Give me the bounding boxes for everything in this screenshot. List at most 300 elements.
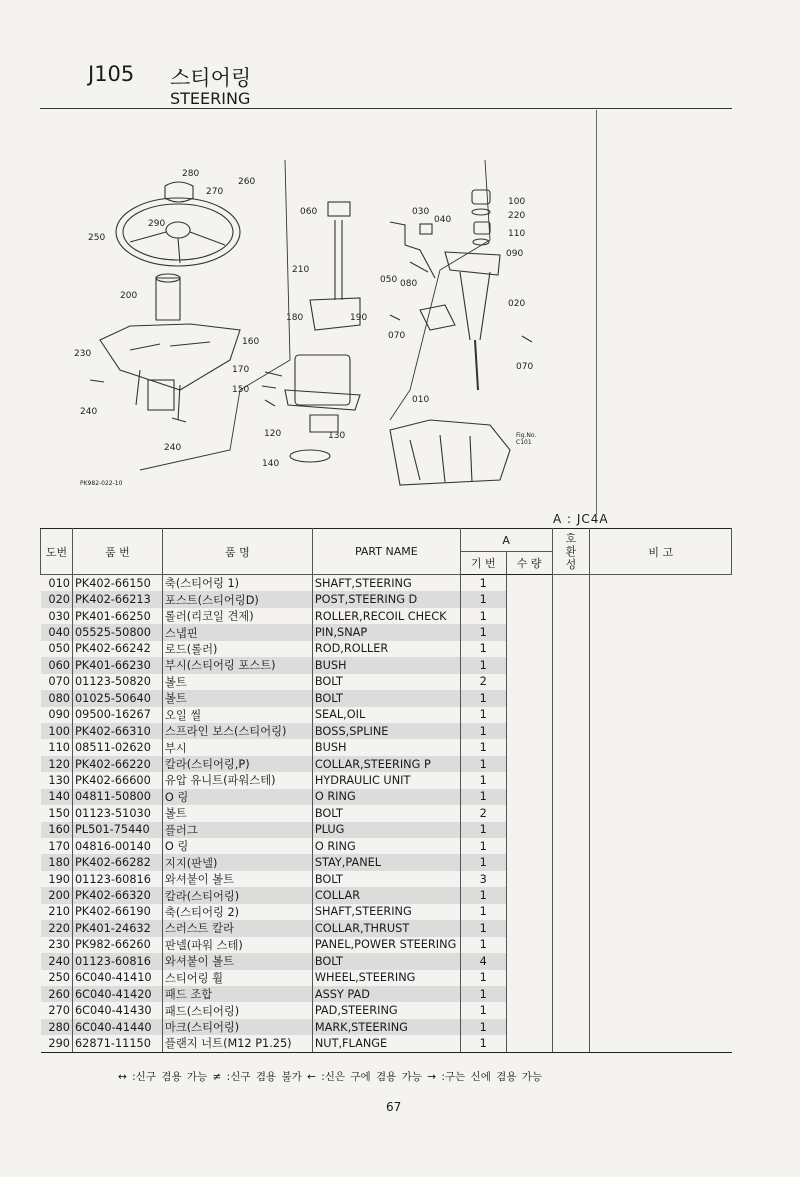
- part-ref-no: 070: [48, 675, 70, 689]
- svg-text:230: 230: [74, 349, 92, 359]
- part-quantity: 2: [460, 674, 506, 690]
- part-ref-no: 080: [41, 690, 73, 706]
- quantity-extra: [506, 739, 552, 755]
- quantity-extra: [506, 756, 552, 772]
- table-row: [41, 575, 732, 592]
- quantity-extra: [506, 838, 552, 854]
- part-name-korean: 볼트: [162, 805, 312, 821]
- diagram-callouts: [74, 169, 533, 469]
- part-ref-no: 170: [48, 839, 70, 853]
- part-quantity: 3: [460, 871, 506, 887]
- part-quantity: 1: [460, 887, 506, 903]
- part-name-korean: O 링: [162, 789, 312, 805]
- remarks: [590, 854, 732, 870]
- part-quantity: 1: [460, 772, 506, 788]
- part-name-english: COLLAR,STEERING P: [312, 756, 460, 772]
- remarks: [590, 822, 732, 838]
- col-header-group-a: A: [460, 529, 552, 552]
- compatibility-legend: ↔ :신구 겸용 가능 ≠ :신구 겸용 불가 ← :신은 구에 겸용 가능 → :구는 신에 겸용 가능: [118, 1071, 543, 1083]
- part-quantity: 2: [460, 805, 506, 821]
- svg-text:190: 190: [350, 313, 368, 323]
- table-row: [41, 1019, 732, 1035]
- part-quantity: 1: [460, 970, 506, 986]
- fig-no-caption: Fig.No.: [516, 432, 537, 439]
- remarks: [590, 624, 732, 640]
- part-name-english: STAY,PANEL: [312, 854, 460, 870]
- part-name-korean: 스러스트 칼라: [162, 920, 312, 936]
- part-ref-no: 160: [41, 822, 73, 838]
- part-quantity: 1: [460, 854, 506, 870]
- header-rule: [40, 108, 732, 109]
- part-number: 62871-11150: [72, 1035, 162, 1052]
- part-quantity: 1: [460, 904, 506, 920]
- part-name-korean: 축(스티어링 1): [162, 575, 312, 592]
- part-name-korean: 와셔붙이 볼트: [162, 953, 312, 969]
- remarks: [590, 838, 732, 854]
- quantity-extra: [506, 871, 552, 887]
- remarks: [590, 1002, 732, 1018]
- table-row: [41, 970, 732, 986]
- table-row: [41, 1002, 732, 1018]
- part-name-english: SHAFT,STEERING: [312, 904, 460, 920]
- part-quantity: 1: [460, 707, 506, 723]
- part-name-english: ASSY PAD: [312, 986, 460, 1002]
- part-ref-no: 230: [48, 938, 70, 952]
- part-name-korean: 롤러(리코일 견제): [162, 608, 312, 624]
- part-ref-no: 020: [41, 591, 73, 607]
- fig-no-value: C101: [516, 439, 532, 446]
- part-quantity: 1: [460, 1002, 506, 1018]
- part-number: 6C040-41420: [72, 986, 162, 1002]
- svg-text:080: 080: [400, 279, 418, 289]
- section-code: J105: [88, 62, 135, 86]
- part-name-english: PLUG: [312, 822, 460, 838]
- part-number: PK402-66600: [72, 772, 162, 788]
- parts-table-body: [41, 575, 732, 1053]
- exchangeability: [552, 641, 590, 657]
- col-header-name-ko: 품 명: [162, 529, 312, 575]
- exchangeability: [552, 707, 590, 723]
- part-name-english: BUSH: [312, 739, 460, 755]
- svg-text:060: 060: [300, 207, 318, 217]
- part-quantity: 1: [460, 986, 506, 1002]
- part-ref-no: 260: [41, 986, 73, 1002]
- quantity-extra: [506, 641, 552, 657]
- part-ref-no: 280: [41, 1019, 73, 1035]
- part-name-english: BOLT: [312, 674, 460, 690]
- remarks: [590, 707, 732, 723]
- part-name-korean: 칼라(스티어링): [162, 887, 312, 903]
- table-row: [41, 674, 732, 690]
- quantity-extra: [506, 772, 552, 788]
- exchangeability: [552, 739, 590, 755]
- table-row: [41, 690, 732, 706]
- exchangeability: [552, 1019, 590, 1035]
- model-label: A : JC4A: [553, 512, 609, 526]
- exchangeability: [552, 805, 590, 821]
- table-row: [41, 871, 732, 887]
- exchangeability: [552, 986, 590, 1002]
- quantity-extra: [506, 986, 552, 1002]
- part-quantity: 1: [460, 822, 506, 838]
- part-ref-no: 150: [48, 806, 70, 820]
- part-name-english: COLLAR,THRUST: [312, 920, 460, 936]
- part-number: 04816-00140: [72, 838, 162, 854]
- part-number: 04811-50800: [72, 789, 162, 805]
- remarks: [590, 953, 732, 969]
- part-ref-no: 180: [41, 854, 73, 870]
- part-name-english: O RING: [312, 789, 460, 805]
- part-ref-no: 210: [48, 905, 70, 919]
- part-number: PK402-66220: [72, 756, 162, 772]
- part-quantity: 1: [460, 624, 506, 640]
- remarks: [590, 1035, 732, 1052]
- part-name-korean: 칼라(스티어링,P): [162, 756, 312, 772]
- svg-text:200: 200: [120, 291, 138, 301]
- table-row: [41, 986, 732, 1002]
- table-row: [41, 641, 732, 657]
- part-number: PK401-66230: [72, 657, 162, 673]
- table-row: [41, 805, 732, 821]
- part-name-english: SHAFT,STEERING: [312, 575, 460, 592]
- table-row: [41, 657, 732, 673]
- exchangeability: [552, 657, 590, 673]
- part-ref-no: 050: [48, 642, 70, 656]
- quantity-extra: [506, 690, 552, 706]
- part-number: PK402-66282: [72, 854, 162, 870]
- part-number: 01123-50820: [72, 674, 162, 690]
- figure-reference: PK982-022-10: [80, 480, 123, 487]
- svg-text:240: 240: [80, 407, 98, 417]
- quantity-extra: [506, 805, 552, 821]
- col-header-qty-extra: 수 량: [506, 552, 552, 575]
- remarks: [590, 986, 732, 1002]
- table-row: [41, 591, 732, 607]
- col-header-remarks: 비 고: [590, 529, 732, 575]
- table-row: [41, 854, 732, 870]
- page-number: 67: [386, 1100, 402, 1114]
- quantity-extra: [506, 887, 552, 903]
- svg-text:210: 210: [292, 265, 310, 275]
- svg-text:140: 140: [262, 459, 280, 469]
- part-name-korean: 유압 유니트(파워스테): [162, 772, 312, 788]
- exchangeability: [552, 838, 590, 854]
- part-name-english: ROD,ROLLER: [312, 641, 460, 657]
- section-title-english: STEERING: [170, 89, 251, 108]
- remarks: [590, 690, 732, 706]
- part-ref-no: 090: [48, 708, 70, 722]
- part-name-korean: 판넬(파워 스테): [162, 937, 312, 953]
- table-row: [41, 953, 732, 969]
- part-name-english: BUSH: [312, 657, 460, 673]
- part-quantity: 4: [460, 953, 506, 969]
- exchangeability: [552, 723, 590, 739]
- part-name-korean: 오일 씰: [162, 707, 312, 723]
- exchangeability: [552, 854, 590, 870]
- exchangeability: [552, 624, 590, 640]
- remarks: [590, 608, 732, 624]
- part-name-english: BOLT: [312, 953, 460, 969]
- svg-text:220: 220: [508, 211, 526, 221]
- remarks: [590, 657, 732, 673]
- quantity-extra: [506, 575, 552, 592]
- part-name-korean: 스냅핀: [162, 624, 312, 640]
- part-number: 01123-60816: [72, 871, 162, 887]
- svg-text:160: 160: [242, 337, 260, 347]
- quantity-extra: [506, 937, 552, 953]
- svg-text:170: 170: [232, 365, 250, 375]
- part-number: 6C040-41430: [72, 1002, 162, 1018]
- part-ref-no: 030: [48, 609, 70, 623]
- remarks: [590, 789, 732, 805]
- svg-text:070: 070: [516, 362, 534, 372]
- quantity-extra: [506, 822, 552, 838]
- svg-text:040: 040: [434, 215, 452, 225]
- table-row: [41, 739, 732, 755]
- quantity-extra: [506, 854, 552, 870]
- part-name-english: BOLT: [312, 871, 460, 887]
- svg-text:260: 260: [238, 177, 256, 187]
- part-number: 08511-02620: [72, 739, 162, 755]
- exchangeability: [552, 953, 590, 969]
- quantity-extra: [506, 1002, 552, 1018]
- part-quantity: 1: [460, 575, 506, 592]
- svg-text:110: 110: [508, 229, 526, 239]
- exchangeability: [552, 1002, 590, 1018]
- part-ref-no: 200: [41, 887, 73, 903]
- part-name-korean: 축(스티어링 2): [162, 904, 312, 920]
- part-number: PK402-66320: [72, 887, 162, 903]
- part-name-english: BOLT: [312, 805, 460, 821]
- part-quantity: 1: [460, 838, 506, 854]
- svg-text:250: 250: [88, 233, 106, 243]
- exchangeability: [552, 904, 590, 920]
- section-title-korean: 스티어링: [170, 66, 252, 90]
- remarks: [590, 756, 732, 772]
- part-number: PK982-66260: [72, 937, 162, 953]
- part-name-english: MARK,STEERING: [312, 1019, 460, 1035]
- table-row: [41, 1035, 732, 1052]
- quantity-extra: [506, 608, 552, 624]
- parts-table: [40, 528, 732, 1053]
- part-number: 05525-50800: [72, 624, 162, 640]
- part-quantity: 1: [460, 756, 506, 772]
- col-header-qty-basic: 기 번: [460, 552, 506, 575]
- part-ref-no: 130: [48, 773, 70, 787]
- part-number: 09500-16267: [72, 707, 162, 723]
- fig-number-label: [516, 432, 536, 446]
- quantity-extra: [506, 1019, 552, 1035]
- quantity-extra: [506, 904, 552, 920]
- part-name-english: PANEL,POWER STEERING: [312, 937, 460, 953]
- part-name-korean: 부시: [162, 739, 312, 755]
- part-name-korean: 플랜지 너트(M12 P1.25): [162, 1035, 312, 1052]
- part-quantity: 1: [460, 739, 506, 755]
- part-ref-no: 270: [48, 1004, 70, 1018]
- part-number: PK401-66250: [72, 608, 162, 624]
- svg-text:020: 020: [508, 299, 526, 309]
- part-number: PK402-66150: [72, 575, 162, 592]
- part-name-korean: O 링: [162, 838, 312, 854]
- part-name-english: ROLLER,RECOIL CHECK: [312, 608, 460, 624]
- table-row: [41, 624, 732, 640]
- svg-text:090: 090: [506, 249, 524, 259]
- part-name-korean: 포스트(스티어링D): [162, 591, 312, 607]
- part-quantity: 1: [460, 690, 506, 706]
- table-row: [41, 772, 732, 788]
- remarks: [590, 970, 732, 986]
- part-number: 6C040-41410: [72, 970, 162, 986]
- table-row: [41, 920, 732, 936]
- part-ref-no: 190: [48, 872, 70, 886]
- table-row: [41, 937, 732, 953]
- part-quantity: 1: [460, 937, 506, 953]
- remarks: [590, 575, 732, 592]
- part-name-korean: 스프라인 보스(스티어링): [162, 723, 312, 739]
- table-row: [41, 887, 732, 903]
- col-header-no: 도번: [41, 529, 73, 575]
- exchangeability: [552, 674, 590, 690]
- part-name-english: POST,STEERING D: [312, 591, 460, 607]
- part-name-korean: 스티어링 휠: [162, 970, 312, 986]
- quantity-extra: [506, 1035, 552, 1052]
- quantity-extra: [506, 657, 552, 673]
- part-quantity: 1: [460, 1035, 506, 1052]
- part-number: 01123-60816: [72, 953, 162, 969]
- remarks: [590, 772, 732, 788]
- part-number: PK402-66190: [72, 904, 162, 920]
- part-name-korean: 부시(스티어링 포스트): [162, 657, 312, 673]
- part-ref-no: 140: [41, 789, 73, 805]
- exchangeability: [552, 871, 590, 887]
- part-name-english: NUT,FLANGE: [312, 1035, 460, 1052]
- part-number: PK402-66310: [72, 723, 162, 739]
- table-row: [41, 707, 732, 723]
- part-ref-no: 250: [48, 971, 70, 985]
- svg-text:030: 030: [412, 207, 430, 217]
- part-number: 6C040-41440: [72, 1019, 162, 1035]
- quantity-extra: [506, 920, 552, 936]
- svg-text:070: 070: [388, 331, 406, 341]
- svg-text:130: 130: [328, 431, 346, 441]
- table-row: [41, 723, 732, 739]
- part-ref-no: 290: [41, 1035, 73, 1052]
- exchangeability: [552, 937, 590, 953]
- part-name-korean: 볼트: [162, 674, 312, 690]
- part-name-english: PIN,SNAP: [312, 624, 460, 640]
- part-name-korean: 패드 조합: [162, 986, 312, 1002]
- table-row: [41, 608, 732, 624]
- quantity-extra: [506, 674, 552, 690]
- quantity-extra: [506, 789, 552, 805]
- part-ref-no: 220: [41, 920, 73, 936]
- table-row: [41, 822, 732, 838]
- table-row: [41, 904, 732, 920]
- exchangeability: [552, 575, 590, 592]
- remarks: [590, 904, 732, 920]
- part-name-korean: 마크(스티어링): [162, 1019, 312, 1035]
- part-name-english: HYDRAULIC UNIT: [312, 772, 460, 788]
- exchangeability: [552, 920, 590, 936]
- part-name-english: PAD,STEERING: [312, 1002, 460, 1018]
- exchangeability: [552, 822, 590, 838]
- part-ref-no: 110: [48, 741, 70, 755]
- remarks: [590, 591, 732, 607]
- exchangeability: [552, 772, 590, 788]
- part-quantity: 1: [460, 1019, 506, 1035]
- part-quantity: 1: [460, 591, 506, 607]
- remarks: [590, 937, 732, 953]
- part-quantity: 1: [460, 920, 506, 936]
- table-row: [41, 756, 732, 772]
- exchangeability: [552, 887, 590, 903]
- col-header-exchange: 호 환 성: [552, 529, 590, 575]
- remarks: [590, 805, 732, 821]
- part-name-korean: 와셔붙이 볼트: [162, 871, 312, 887]
- part-number: PK401-24632: [72, 920, 162, 936]
- part-ref-no: 240: [41, 953, 73, 969]
- quantity-extra: [506, 953, 552, 969]
- part-quantity: 1: [460, 789, 506, 805]
- exchangeability: [552, 690, 590, 706]
- exchangeability: [552, 789, 590, 805]
- part-quantity: 1: [460, 608, 506, 624]
- remarks: [590, 739, 732, 755]
- part-name-english: COLLAR: [312, 887, 460, 903]
- exchangeability: [552, 608, 590, 624]
- remarks: [590, 920, 732, 936]
- quantity-extra: [506, 624, 552, 640]
- remarks: [590, 1019, 732, 1035]
- table-row: [41, 789, 732, 805]
- exchangeability: [552, 591, 590, 607]
- part-number: 01123-51030: [72, 805, 162, 821]
- exchangeability: [552, 756, 590, 772]
- part-ref-no: 060: [41, 657, 73, 673]
- svg-text:270: 270: [206, 187, 224, 197]
- part-name-english: BOLT: [312, 690, 460, 706]
- part-name-english: BOSS,SPLINE: [312, 723, 460, 739]
- part-number: PK402-66213: [72, 591, 162, 607]
- part-name-english: WHEEL,STEERING: [312, 970, 460, 986]
- quantity-extra: [506, 970, 552, 986]
- table-row: [41, 838, 732, 854]
- svg-text:100: 100: [508, 197, 526, 207]
- remarks: [590, 674, 732, 690]
- part-quantity: 1: [460, 657, 506, 673]
- part-name-korean: 로드(롤러): [162, 641, 312, 657]
- exchangeability: [552, 1035, 590, 1052]
- remarks: [590, 887, 732, 903]
- part-quantity: 1: [460, 641, 506, 657]
- part-ref-no: 010: [48, 576, 70, 590]
- part-name-korean: 플러그: [162, 822, 312, 838]
- part-number: 01025-50640: [72, 690, 162, 706]
- remarks: [590, 871, 732, 887]
- quantity-extra: [506, 591, 552, 607]
- part-name-english: O RING: [312, 838, 460, 854]
- svg-text:150: 150: [232, 385, 250, 395]
- exchangeability: [552, 970, 590, 986]
- remarks: [590, 641, 732, 657]
- svg-text:280: 280: [182, 169, 200, 179]
- svg-text:240: 240: [164, 443, 182, 453]
- part-ref-no: 100: [41, 723, 73, 739]
- remarks: [590, 723, 732, 739]
- part-number: PK402-66242: [72, 641, 162, 657]
- svg-text:120: 120: [264, 429, 282, 439]
- svg-text:290: 290: [148, 219, 166, 229]
